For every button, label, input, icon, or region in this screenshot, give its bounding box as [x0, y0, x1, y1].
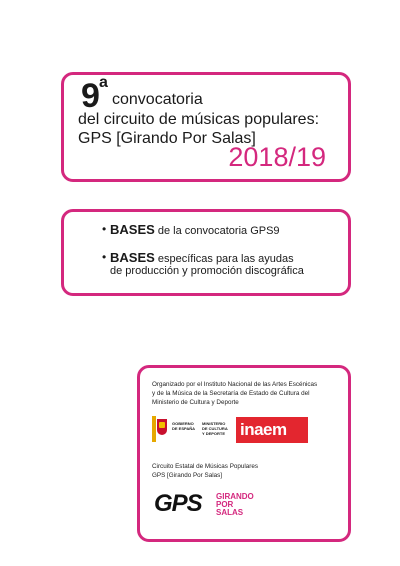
- title-line-1: convocatoria: [112, 91, 203, 108]
- inaem-logo: inaem: [236, 417, 308, 443]
- bullet-icon: •: [102, 222, 107, 236]
- gobierno-espana-logo: GOBIERNO DE ESPAÑA MINISTERIO DE CULTURA Y DEPORTE: [152, 416, 232, 442]
- circuit-text: Circuito Estatal de Músicas Populares GPS [Girando Por Salas]: [152, 463, 259, 479]
- coat-of-arms-icon: [157, 419, 167, 435]
- flag-bar: [152, 416, 156, 442]
- bases-bold: BASES: [110, 250, 155, 265]
- edition-ordinal: a: [99, 74, 108, 91]
- gps-logo: GPS GIRANDO POR SALAS: [154, 490, 254, 517]
- edition-number: 9: [81, 77, 100, 115]
- title-line-3: GPS [Girando Por Salas]: [78, 130, 256, 147]
- bases-text: específicas para las ayudas: [157, 253, 294, 265]
- bases-bold: BASES: [110, 222, 155, 237]
- title-box: [61, 72, 351, 182]
- credits-box: [137, 365, 351, 542]
- bases-box: [61, 209, 351, 296]
- edition-year: 2018/19: [228, 142, 326, 172]
- title-line-2: del circuito de músicas populares:: [78, 111, 320, 128]
- bases-text-cont: de producción y promoción discográfica: [110, 265, 304, 277]
- organized-by-text: Organizado por el Instituto Nacional de las Artes Escénicas y de la Música de la Secretaría de Estado de Cultura del Ministerio de Cultura y Deporte: [152, 381, 318, 406]
- bullet-icon: •: [102, 250, 107, 264]
- bases-text: de la convocatoria GPS9: [157, 225, 280, 237]
